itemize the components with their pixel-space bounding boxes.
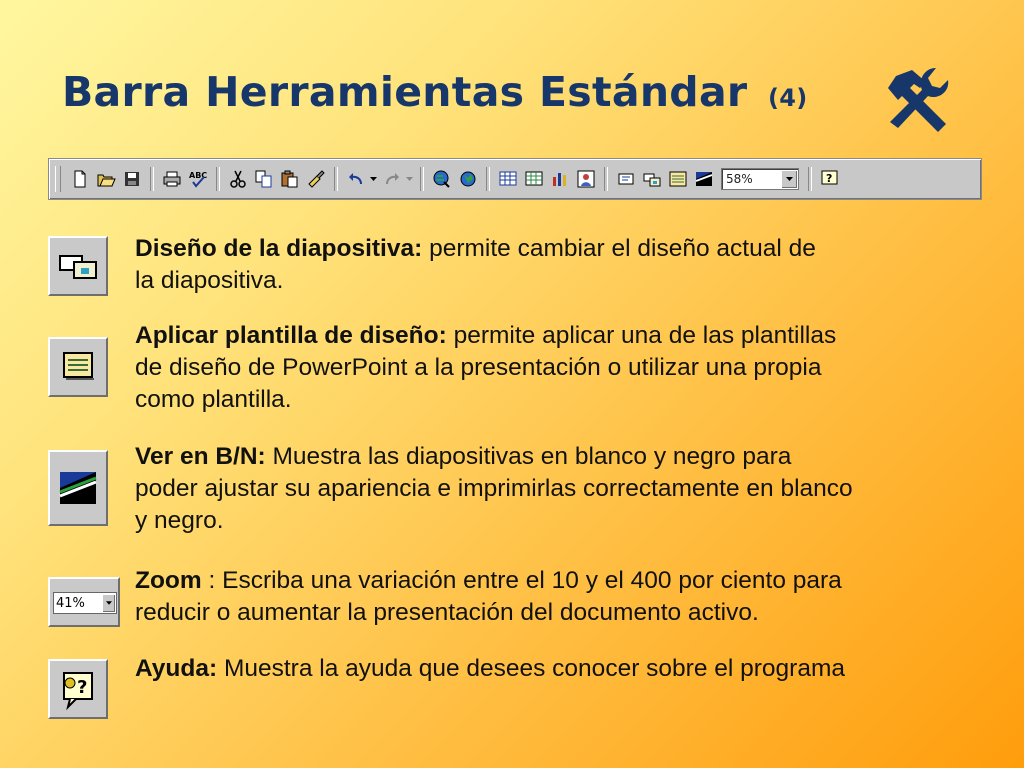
zoom-select[interactable] bbox=[721, 168, 799, 190]
apply-design-template-icon bbox=[56, 345, 100, 389]
insert-excel-icon bbox=[524, 169, 544, 189]
web-toolbar-icon bbox=[458, 169, 478, 189]
toolbar-separator bbox=[808, 167, 812, 191]
open-icon bbox=[96, 169, 116, 189]
standard-toolbar bbox=[48, 158, 982, 200]
help-button-large[interactable] bbox=[48, 659, 108, 719]
black-white-view-button-large[interactable] bbox=[48, 450, 108, 526]
zoom-dropdown-button[interactable] bbox=[102, 594, 115, 612]
save-icon bbox=[122, 169, 142, 189]
item-line: : Escriba una variación entre el 10 y el 400 por ciento para bbox=[201, 567, 842, 594]
svg-text:ABC: ABC bbox=[189, 171, 208, 180]
chevron-down-icon bbox=[406, 177, 413, 181]
help-icon bbox=[56, 667, 100, 711]
slide-layout-icon bbox=[56, 244, 100, 288]
undo-dropdown[interactable] bbox=[369, 168, 377, 190]
zoom-box-large[interactable] bbox=[48, 577, 120, 627]
cut-button[interactable] bbox=[227, 168, 249, 190]
help-icon bbox=[820, 169, 840, 189]
insert-chart-icon bbox=[550, 169, 570, 189]
chevron-down-icon bbox=[106, 601, 112, 605]
cut-icon bbox=[228, 169, 248, 189]
paste-icon bbox=[280, 169, 300, 189]
redo-dropdown[interactable] bbox=[405, 168, 413, 190]
apply-design-template-button-large[interactable] bbox=[48, 337, 108, 397]
zoom-dropdown-button[interactable] bbox=[781, 170, 797, 188]
undo-button[interactable] bbox=[345, 168, 367, 190]
item-line: permite cambiar el diseño actual de bbox=[422, 235, 816, 262]
item-description bbox=[135, 565, 985, 629]
item-line: como plantilla. bbox=[135, 386, 292, 413]
chevron-down-icon bbox=[786, 177, 793, 181]
chevron-down-icon bbox=[370, 177, 377, 181]
item-line: la diapositiva. bbox=[135, 267, 284, 294]
format-painter-button[interactable] bbox=[305, 168, 327, 190]
item-term: Aplicar plantilla de diseño: bbox=[135, 322, 447, 349]
insert-excel-button[interactable] bbox=[523, 168, 545, 190]
black-white-view-icon bbox=[56, 466, 100, 510]
item-line: poder ajustar su apariencia e imprimirlas correctamente en blanco bbox=[135, 475, 853, 502]
hyperlink-icon bbox=[432, 169, 452, 189]
hyperlink-button[interactable] bbox=[431, 168, 453, 190]
slide-title-suffix: (4) bbox=[768, 84, 808, 112]
toolbar-separator bbox=[216, 167, 220, 191]
item-term: Ayuda: bbox=[135, 655, 218, 682]
item-term: Zoom bbox=[135, 567, 202, 594]
open-button[interactable] bbox=[95, 168, 117, 190]
insert-word-table-icon bbox=[498, 169, 518, 189]
item-description bbox=[135, 653, 985, 685]
print-button[interactable] bbox=[161, 168, 183, 190]
insert-clipart-button[interactable] bbox=[575, 168, 597, 190]
item-term: Diseño de la diapositiva: bbox=[135, 235, 423, 262]
save-button[interactable] bbox=[121, 168, 143, 190]
copy-button[interactable] bbox=[253, 168, 275, 190]
spelling-icon bbox=[188, 169, 208, 189]
spelling-button[interactable] bbox=[187, 168, 209, 190]
item-line: y negro. bbox=[135, 507, 224, 534]
slide-title bbox=[62, 68, 808, 116]
zoom-value: 41% bbox=[56, 596, 85, 611]
toolbar-separator bbox=[420, 167, 424, 191]
slide-title-text: Barra Herramientas Estándar bbox=[62, 68, 748, 116]
redo-icon bbox=[382, 169, 402, 189]
copy-icon bbox=[254, 169, 274, 189]
item-description bbox=[135, 320, 985, 416]
web-toolbar-button[interactable] bbox=[457, 168, 479, 190]
new-slide-icon bbox=[616, 169, 636, 189]
toolbar-separator bbox=[334, 167, 338, 191]
apply-design-icon bbox=[668, 169, 688, 189]
zoom-box-icon bbox=[53, 592, 117, 614]
new-slide-button[interactable] bbox=[615, 168, 637, 190]
svg-text:?: ? bbox=[826, 172, 833, 185]
print-icon bbox=[162, 169, 182, 189]
format-painter-icon bbox=[306, 169, 326, 189]
toolbar-separator bbox=[604, 167, 608, 191]
item-line: reducir o aumentar la presentación del documento activo. bbox=[135, 599, 759, 626]
toolbar-separator bbox=[150, 167, 154, 191]
undo-icon bbox=[346, 169, 366, 189]
item-description bbox=[135, 441, 985, 537]
black-white-view-icon bbox=[694, 169, 714, 189]
item-line: permite aplicar una de las plantillas bbox=[446, 322, 837, 349]
paste-button[interactable] bbox=[279, 168, 301, 190]
insert-word-table-button[interactable] bbox=[497, 168, 519, 190]
toolbar-grip[interactable] bbox=[55, 166, 61, 192]
zoom-value: 58% bbox=[726, 172, 753, 186]
svg-text:?: ? bbox=[77, 677, 88, 698]
apply-design-button[interactable] bbox=[667, 168, 689, 190]
insert-clipart-icon bbox=[576, 169, 596, 189]
redo-button[interactable] bbox=[381, 168, 403, 190]
new-button[interactable] bbox=[69, 168, 91, 190]
item-term: Ver en B/N: bbox=[135, 443, 266, 470]
slide-layout-button[interactable] bbox=[641, 168, 663, 190]
insert-chart-button[interactable] bbox=[549, 168, 571, 190]
tools-icon bbox=[882, 64, 958, 138]
black-white-view-button[interactable] bbox=[693, 168, 715, 190]
help-button[interactable] bbox=[819, 168, 841, 190]
item-line: Muestra la ayuda que desees conocer sobre el programa bbox=[217, 655, 845, 682]
item-description bbox=[135, 233, 985, 297]
item-line: de diseño de PowerPoint a la presentación o utilizar una propia bbox=[135, 354, 822, 381]
new-icon bbox=[70, 169, 90, 189]
slide-layout-icon bbox=[642, 169, 662, 189]
item-line: Muestra las diapositivas en blanco y negro para bbox=[265, 443, 792, 470]
toolbar-separator bbox=[486, 167, 490, 191]
slide-layout-button-large[interactable] bbox=[48, 236, 108, 296]
